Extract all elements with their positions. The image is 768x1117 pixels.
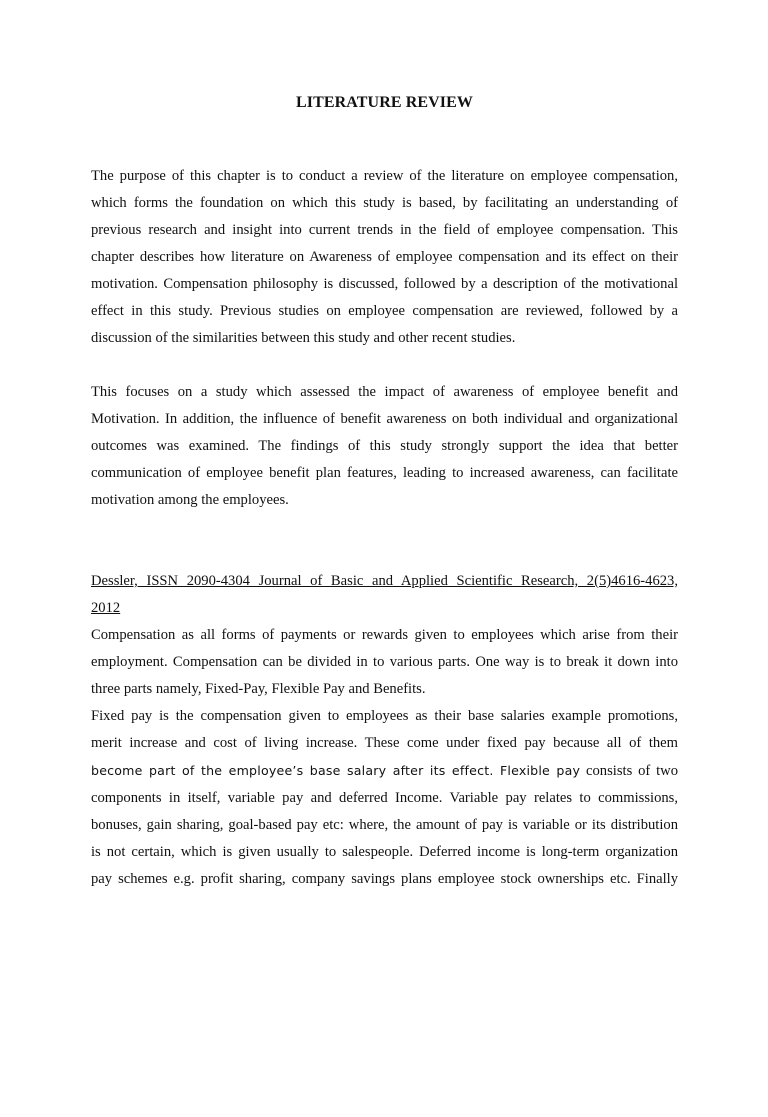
text-line: The purpose of this chapter is to conduct a review of the literature on employee compensation, xyxy=(91,168,678,184)
page-title: LITERATURE REVIEW xyxy=(296,94,473,111)
text-line: discussion of the similarities between this study and other recent studies. xyxy=(91,330,516,346)
text-line: bonuses, gain sharing, goal-based pay etc: where, the amount of pay is variable or its distribution xyxy=(91,817,678,833)
text-line: motivation among the employees. xyxy=(91,492,289,508)
text-segment: consists of two xyxy=(580,763,678,779)
text-line: motivation. Compensation philosophy is discussed, followed by a description of the motivational xyxy=(91,276,678,292)
text-line: components in itself, variable pay and deferred Income. Variable pay relates to commissions, xyxy=(91,790,678,806)
text-line: Motivation. In addition, the influence of benefit awareness on both individual and organizational xyxy=(91,411,678,427)
text-line: effect in this study. Previous studies on employee compensation are reviewed, followed by a xyxy=(91,303,678,319)
text-line: previous research and insight into current trends in the field of employee compensation. This xyxy=(91,222,678,238)
text-line: which forms the foundation on which this study is based, by facilitating an understanding of xyxy=(91,195,678,211)
document-page xyxy=(0,93,768,1117)
text-line: outcomes was examined. The findings of this study strongly support the idea that better xyxy=(91,438,678,454)
text-line: communication of employee benefit plan features, leading to increased awareness, can facilitate xyxy=(91,465,678,481)
text-line: This focuses on a study which assessed the impact of awareness of employee benefit and xyxy=(91,384,678,400)
intro-paragraph xyxy=(91,163,678,352)
text-line: 2012 xyxy=(91,600,121,616)
alt-font-text: become part of the employee’s base salary after its effect. Flexible pay xyxy=(91,763,581,778)
text-line: three parts namely, Fixed-Pay, Flexible Pay and Benefits. xyxy=(91,681,426,697)
study-paragraph xyxy=(91,379,678,514)
text-line: merit increase and cost of living increase. These come under fixed pay because all of them xyxy=(91,735,678,751)
text-line: is not certain, which is given usually to salespeople. Deferred income is long-term organization xyxy=(91,844,678,860)
text-line: chapter describes how literature on Awareness of employee compensation and its effect on their xyxy=(91,249,678,265)
text-line: Dessler, ISSN 2090-4304 Journal of Basic and Applied Scientific Research, 2(5)4616-4623, xyxy=(91,573,678,589)
text-line: Compensation as all forms of payments or rewards given to employees which arise from their xyxy=(91,627,678,643)
compensation-paragraph xyxy=(91,622,678,703)
text-line-mixed xyxy=(91,757,678,785)
fixed-pay-paragraph xyxy=(91,703,678,893)
reference-citation xyxy=(91,568,678,622)
text-line: pay schemes e.g. profit sharing, company savings plans employee stock ownerships etc. Finally xyxy=(91,871,678,887)
text-line: employment. Compensation can be divided in to various parts. One way is to break it down into xyxy=(91,654,678,670)
text-line: Fixed pay is the compensation given to employees as their base salaries example promotions, xyxy=(91,708,678,724)
